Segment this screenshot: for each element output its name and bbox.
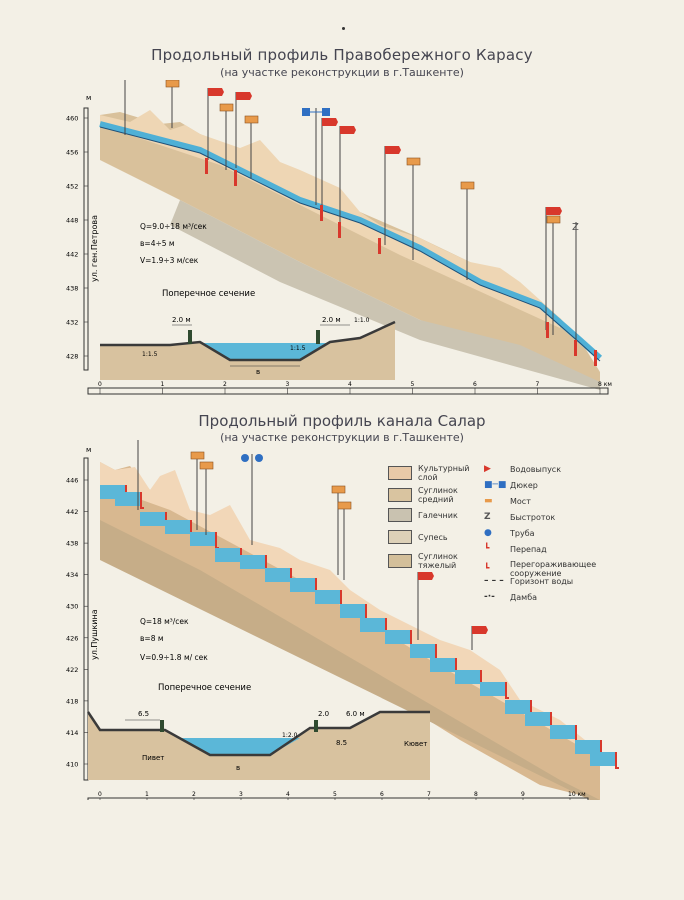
bottom-param-q: Q=18 м³/сек	[140, 617, 189, 626]
top-profile-diagram	[0, 80, 684, 410]
drop-icon	[234, 170, 237, 186]
y-tick-label: 414	[66, 728, 79, 737]
legend-item	[388, 552, 478, 570]
bridge-flag-icon	[220, 104, 233, 111]
y-tick-label: 418	[66, 697, 79, 706]
y-tick-label: 434	[66, 571, 79, 580]
legend-item	[388, 508, 478, 522]
outlet-flag-icon	[385, 146, 401, 154]
x-tick-label: 6	[473, 381, 477, 388]
legend-label: Дамба	[510, 592, 538, 602]
legend-item	[484, 592, 620, 602]
legend-swatch	[388, 466, 412, 480]
bottom-param-b: в=8 м	[140, 634, 164, 643]
channel-reach	[455, 670, 481, 684]
top-y-axis-ticks	[66, 115, 88, 361]
channel-reach	[410, 644, 436, 658]
svg-text:2.0: 2.0	[318, 710, 330, 718]
legend-item	[388, 486, 478, 504]
outlet-flag-icon	[546, 207, 562, 215]
y-tick-label: 428	[66, 352, 79, 361]
bottom-profile-title: Продольный профиль канала Салар	[198, 412, 486, 430]
legend-label: Супесь	[418, 532, 448, 542]
y-tick-label: 442	[66, 508, 79, 517]
legend-item	[484, 464, 620, 474]
x-tick-label: 0	[98, 381, 102, 388]
x-tick-label: 2	[223, 381, 227, 388]
drop-icon	[594, 350, 597, 366]
top-y-axis	[84, 108, 88, 370]
legend-item	[484, 496, 620, 506]
bottom-param-v: V=0.9÷1.8 м/ сек	[140, 653, 208, 662]
channel-reach	[240, 555, 266, 569]
x-tick-label: 6	[380, 791, 384, 798]
channel-reach	[165, 520, 191, 534]
svg-text:1:2.0: 1:2.0	[282, 732, 298, 739]
top-param-v: V=1.9÷3 м/сек	[140, 256, 199, 265]
top-cross-section	[100, 316, 395, 380]
channel-reach	[290, 578, 316, 592]
svg-text:в: в	[256, 368, 261, 376]
culvert-icon: ■─■	[484, 480, 507, 490]
legend-label: Быстроток	[510, 512, 556, 522]
page-dot	[342, 27, 345, 30]
bridge-flag-icon	[407, 158, 420, 165]
x-tick-label: 5	[410, 381, 415, 388]
x-tick-label: 4	[286, 791, 290, 798]
bridge-flag-icon	[332, 486, 345, 493]
bottom-cross-section	[88, 710, 430, 780]
x-tick-label: 10 км	[568, 791, 586, 798]
channel-reach	[430, 658, 456, 672]
x-tick-label: 3	[285, 381, 290, 388]
outlet-flag-icon	[208, 88, 224, 96]
bridge-flag-icon	[200, 462, 213, 469]
x-tick-label: 7	[535, 381, 540, 388]
legend-item	[484, 528, 620, 538]
drop-icon	[546, 322, 549, 338]
legend-item	[484, 576, 620, 586]
top-street-label: ул. ген.Петрова	[90, 214, 99, 282]
x-tick-label: 7	[427, 791, 431, 798]
x-tick-label: 9	[521, 791, 525, 798]
legend-label: Суглинок тяжелый	[418, 552, 458, 570]
top-param-b: в=4÷5 м	[140, 239, 175, 248]
y-tick-label: 452	[66, 182, 79, 191]
top-x-axis	[88, 388, 608, 394]
channel-reach	[360, 618, 386, 632]
drop-icon	[616, 752, 619, 768]
chute-icon: Z	[572, 222, 579, 233]
y-tick-label: 438	[66, 284, 79, 293]
bridge-flag-icon	[166, 80, 179, 87]
legend-label: Перегораживающее сооружение	[510, 560, 597, 578]
water-level-icon: – – –	[484, 576, 504, 586]
channel-reach	[575, 740, 601, 754]
legend-swatch	[388, 530, 412, 544]
drop-icon	[338, 222, 341, 238]
svg-text:6.5: 6.5	[138, 710, 150, 718]
weir-icon: ┗	[484, 564, 490, 574]
channel-reach	[525, 712, 551, 726]
chute-icon: Z	[484, 512, 491, 522]
y-tick-label: 410	[66, 760, 79, 769]
y-tick-label: 438	[66, 539, 79, 548]
legend-item	[388, 530, 478, 544]
outlet-flag-icon	[340, 126, 356, 134]
legend-label: Суглинок средний	[418, 486, 458, 504]
x-tick-label: 4	[348, 381, 352, 388]
top-cross-section-label: Поперечное сечение	[162, 289, 256, 299]
x-tick-label: 1	[145, 791, 149, 798]
channel-reach	[315, 590, 341, 604]
channel-reach	[190, 532, 216, 546]
legend-label: Дюкер	[510, 480, 538, 490]
channel-reach	[505, 700, 531, 714]
legend-label: Культурный слой	[418, 464, 470, 482]
bridge-flag-icon	[245, 116, 258, 123]
top-profile-subtitle: (на участке реконструкции в г.Ташкенте)	[220, 66, 464, 79]
culvert-icon	[302, 108, 310, 116]
legend-label: Труба	[510, 528, 535, 538]
svg-text:1:1.0: 1:1.0	[354, 317, 370, 324]
pipe-icon: ●	[484, 528, 492, 538]
legend-swatch	[388, 488, 412, 502]
legend-item	[484, 512, 620, 522]
top-y-unit: м	[86, 94, 92, 102]
bottom-profile-subtitle: (на участке реконструкции в г.Ташкенте)	[220, 431, 464, 444]
dam-icon: -·-	[484, 592, 495, 602]
channel-reach	[385, 630, 411, 644]
top-param-q: Q=9.0÷18 м³/сек	[140, 222, 207, 231]
y-tick-label: 426	[66, 634, 79, 643]
outlet-flag-icon	[472, 626, 488, 634]
svg-text:6.0 м: 6.0 м	[346, 710, 365, 718]
legend-item	[484, 544, 620, 554]
channel-reach	[140, 512, 166, 526]
channel-reach	[590, 752, 616, 766]
drop-icon: ┗	[484, 544, 490, 554]
svg-text:1:1.5: 1:1.5	[290, 345, 306, 352]
svg-text:в: в	[236, 764, 241, 772]
channel-reach	[340, 604, 366, 618]
legend-swatch	[388, 554, 412, 568]
legend-label: Водовыпуск	[510, 464, 562, 474]
x-tick-label: 8	[474, 791, 478, 798]
y-tick-label: 430	[66, 602, 79, 611]
outlet-flag-icon	[418, 572, 434, 580]
y-tick-label: 456	[66, 148, 79, 157]
bottom-y-axis-ticks	[66, 477, 88, 769]
outlet-flag-icon	[322, 118, 338, 126]
top-profile-title: Продольный профиль Правобережного Карасу	[151, 46, 533, 64]
legend-item	[388, 464, 478, 482]
bottom-profile-diagram	[0, 440, 684, 800]
bridge-icon: ▬	[484, 496, 493, 506]
y-tick-label: 448	[66, 216, 79, 225]
x-tick-label: 3	[239, 791, 243, 798]
svg-text:Кювет: Кювет	[404, 740, 428, 748]
drop-icon	[574, 340, 577, 356]
bridge-flag-icon	[461, 182, 474, 189]
legend-label: Перепад	[510, 544, 547, 554]
drop-icon	[378, 238, 381, 254]
bottom-x-axis-ticks	[98, 791, 586, 800]
svg-text:1:1.5: 1:1.5	[142, 351, 158, 358]
channel-reach	[215, 548, 241, 562]
x-tick-label: 5	[333, 791, 337, 798]
x-tick-label: 0	[98, 791, 102, 798]
channel-reach	[115, 492, 141, 506]
outlet-flag-icon	[236, 92, 252, 100]
x-tick-label: 8 км	[598, 381, 612, 388]
x-tick-label: 1	[160, 381, 165, 388]
bottom-street-label: ул.Пушкина	[90, 609, 99, 660]
bridge-flag-icon	[338, 502, 351, 509]
bottom-y-unit: м	[86, 446, 92, 454]
bridge-flag-icon	[547, 216, 560, 223]
bottom-y-axis	[84, 458, 88, 780]
bottom-x-axis	[88, 798, 588, 800]
y-tick-label: 460	[66, 114, 79, 123]
legend-label: Галечник	[418, 510, 458, 520]
channel-reach	[550, 725, 576, 739]
legend-item	[484, 480, 620, 490]
svg-text:2.0 м: 2.0 м	[172, 316, 191, 324]
drop-icon	[320, 205, 323, 221]
y-tick-label: 432	[66, 318, 79, 327]
channel-reach	[265, 568, 291, 582]
svg-text:2.0 м: 2.0 м	[322, 316, 341, 324]
bridge-flag-icon	[191, 452, 204, 459]
y-tick-label: 442	[66, 250, 79, 259]
y-tick-label: 446	[66, 476, 79, 485]
pipe-icon	[241, 454, 249, 462]
bottom-cross-section-label: Поперечное сечение	[158, 683, 252, 693]
x-tick-label: 2	[192, 791, 196, 798]
flag-icon: ▶	[484, 464, 491, 474]
drop-icon	[205, 158, 208, 174]
svg-text:8.5: 8.5	[336, 739, 348, 747]
y-tick-label: 422	[66, 665, 79, 674]
legend-swatch	[388, 508, 412, 522]
legend-label: Горизонт воды	[510, 576, 574, 586]
channel-reach	[480, 682, 506, 696]
svg-text:Пивет: Пивет	[142, 754, 165, 762]
legend-label: Мост	[510, 496, 531, 506]
